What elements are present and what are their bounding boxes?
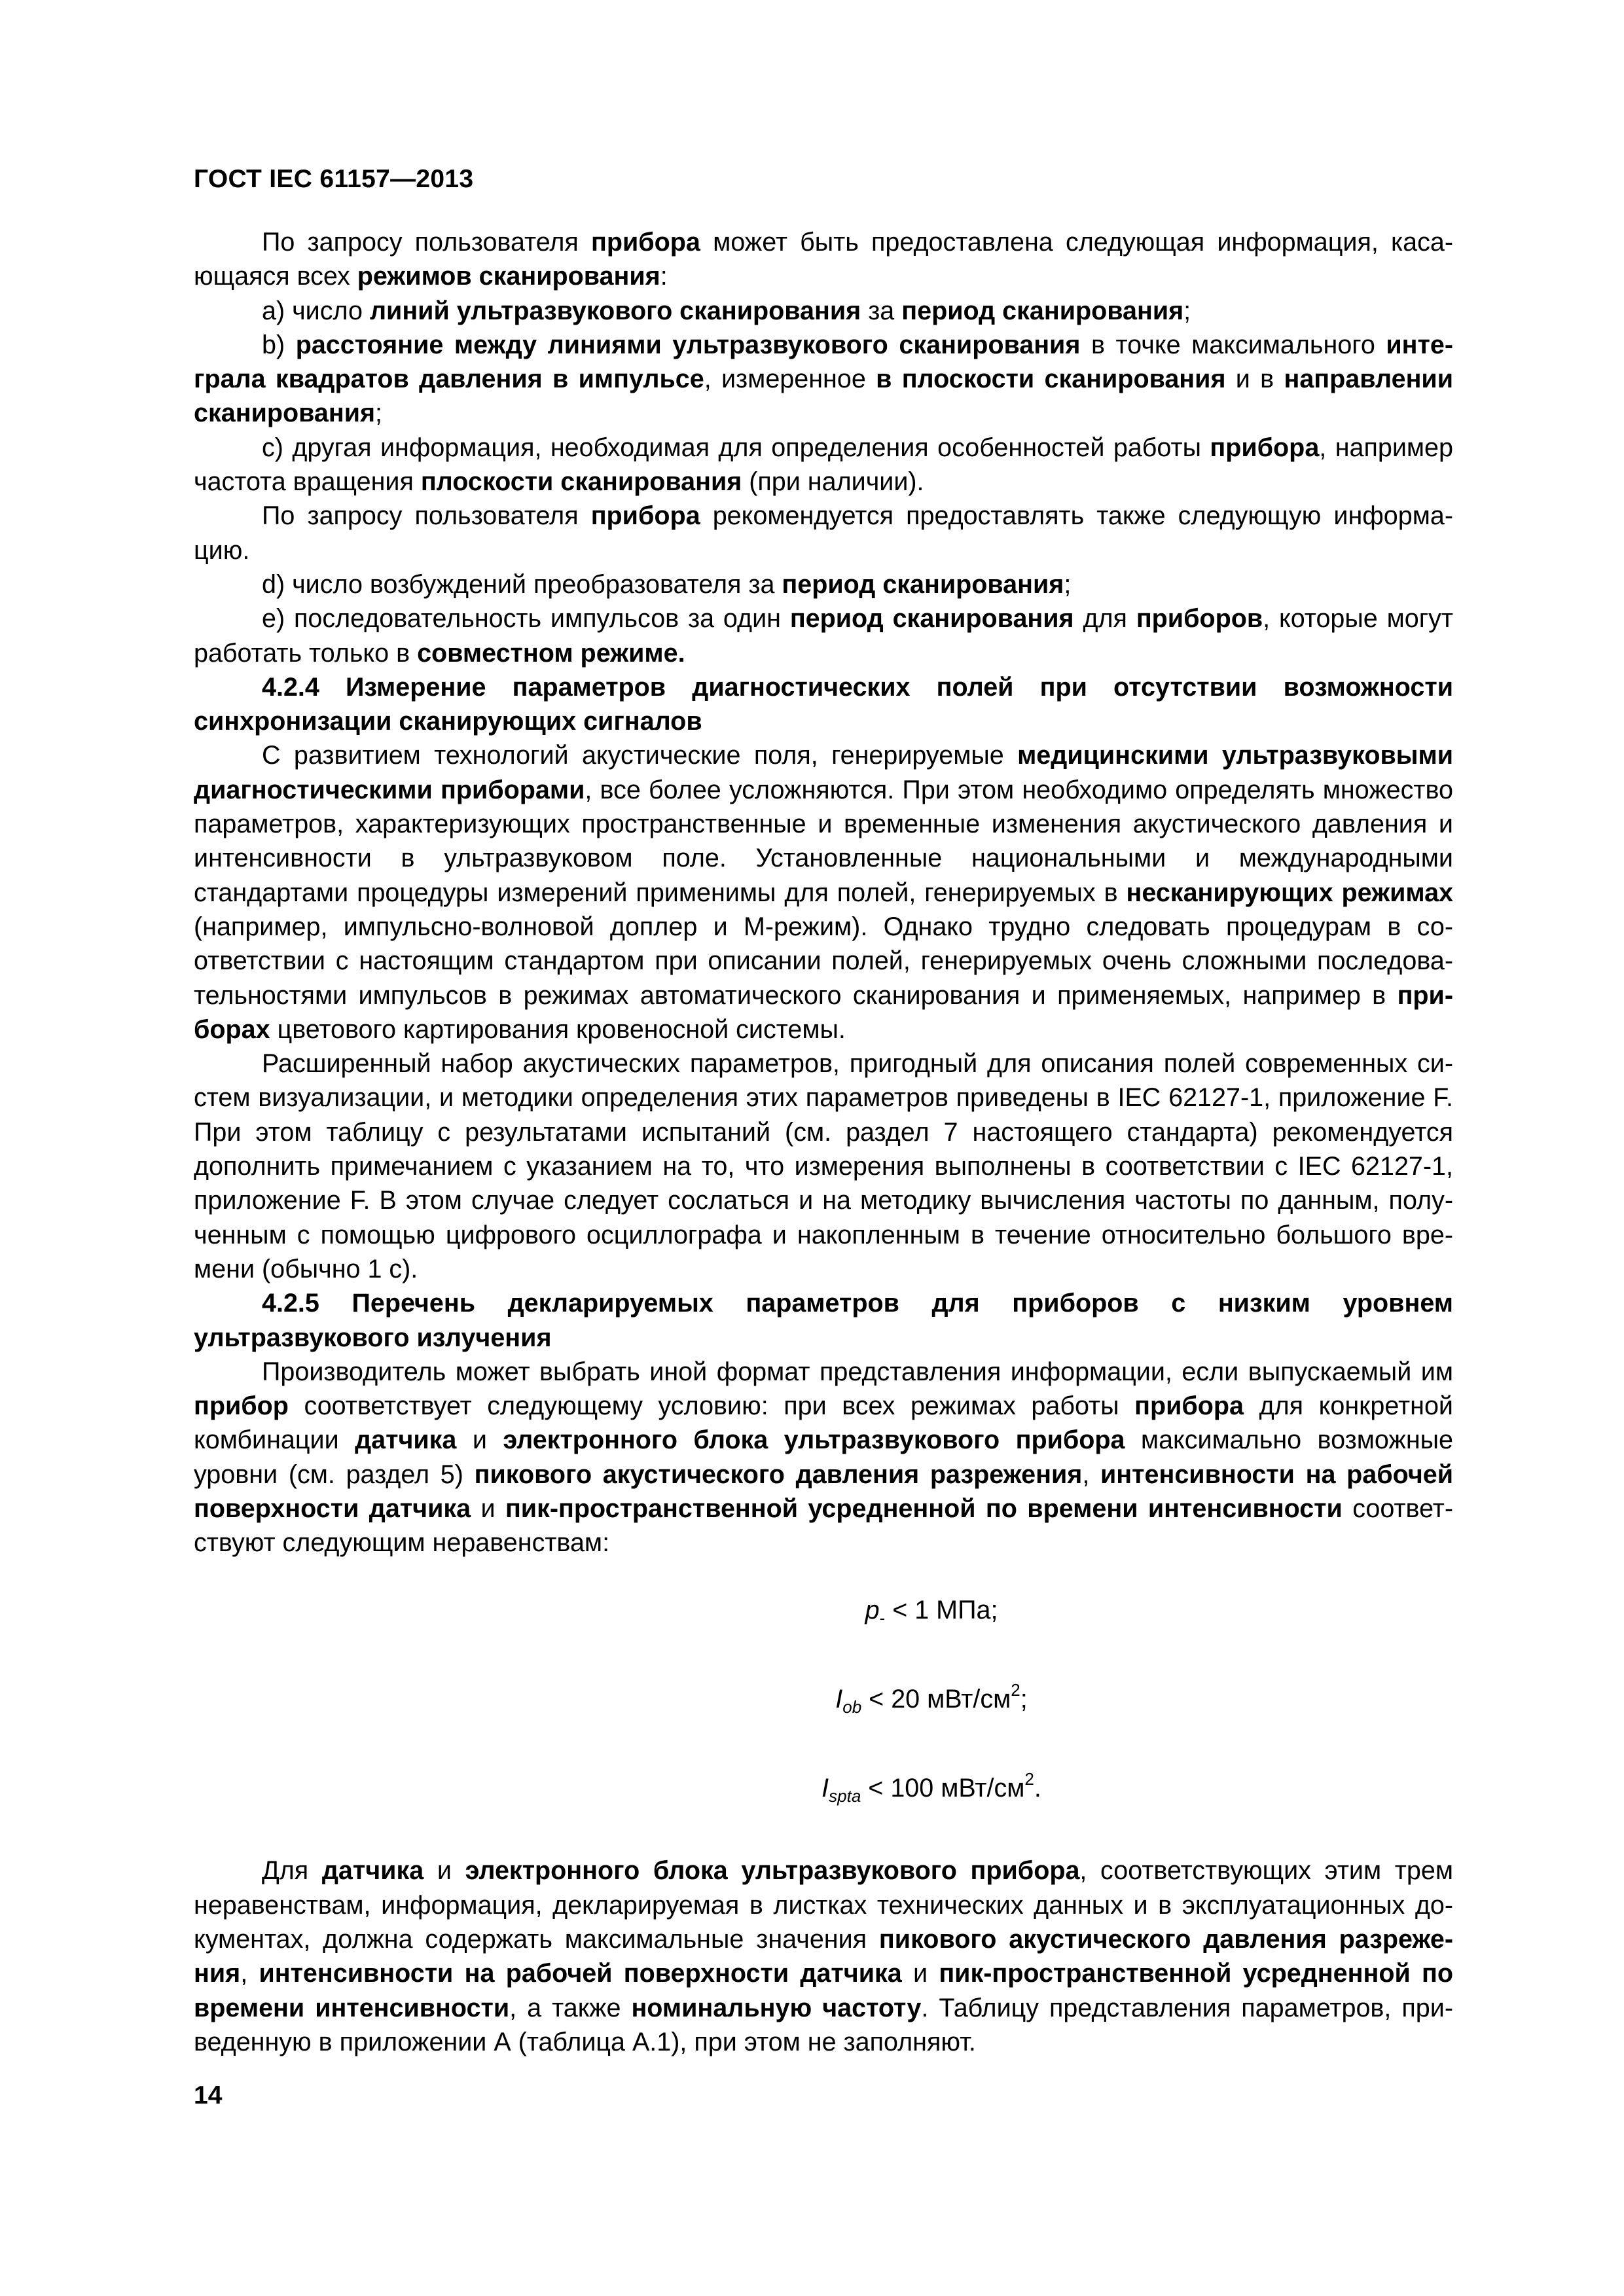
text-run: рекомендуется предоставлять также следующую информацию. (194, 501, 1453, 565)
term-bold: интенсивности на рабочей поверхности датчика (259, 1959, 902, 1988)
term-bold: в плоскости сканирования (876, 365, 1226, 394)
term-bold: датчика (355, 1426, 457, 1455)
text-run: b) (262, 330, 296, 359)
text-run: за (861, 296, 902, 325)
text-run: , (240, 1959, 259, 1988)
term-bold: пикового акустического давления разрежения (194, 1925, 1454, 1988)
term-bold: плоскости сканирования (420, 467, 742, 497)
term-bold: расстояние между линиями ультразвукового сканирования (295, 330, 1081, 359)
text-run: с) другая информация, необходимая для определения особенностей работы (262, 433, 1210, 462)
formula-text: < 20 мВт/см (861, 1684, 1011, 1713)
formula-variable: I (821, 1774, 829, 1803)
text-run: для конкретной комбинации (194, 1391, 1453, 1455)
section-heading-4-2-5 (194, 1286, 1453, 1355)
term-bold: пикового акустического давления разрежения (474, 1460, 1083, 1489)
paragraph-technology (194, 738, 1453, 1047)
term-bold: интеграла квадратов давления в импульсе (194, 330, 1453, 394)
term-bold: пик-пространственной усредненной по времени интенсивности (194, 1959, 1453, 2022)
page-number: 14 (194, 2081, 223, 2109)
formula-text: . (1034, 1774, 1041, 1803)
term-bold: приборах (194, 980, 1453, 1044)
formula-subscript: spta (829, 1786, 861, 1806)
text-run: , измеренное (704, 365, 876, 394)
text-run: ; (375, 399, 383, 428)
list-item-d (194, 567, 1453, 601)
term-bold: прибора (1134, 1391, 1244, 1421)
term-bold: период сканирования (789, 604, 1074, 634)
term-bold: период сканирования (782, 569, 1064, 599)
formula-subscript: - (879, 1607, 886, 1628)
text-run: : (660, 262, 668, 291)
text-run: для (1074, 604, 1136, 634)
text-run: и в (1225, 365, 1284, 394)
text-run: (при наличии). (742, 467, 924, 497)
section-title: 4.2.4 Измерение параметров диагностических полей при отсутствии возможности синхронизации сканирующих сигналов (194, 672, 1453, 736)
term-bold: номинальную частоту (631, 1993, 922, 2022)
term-bold: электронного блока ультразвукового прибора (503, 1426, 1125, 1455)
text-run: цветового картирования кровеносной системы. (270, 1014, 846, 1044)
text-run: и (456, 1426, 503, 1455)
text-run: максимально возможные уровни (см. раздел 5) (194, 1426, 1454, 1489)
term-bold: совместном режиме. (417, 638, 685, 668)
paragraph-recommend (194, 499, 1453, 567)
text-run: По запросу пользователя (262, 501, 591, 531)
formula-subscript: ob (842, 1696, 862, 1717)
text-run: соответствует следующему условию: при всех режимах работы (288, 1391, 1135, 1421)
formula-superscript: 2 (1011, 1679, 1020, 1700)
paragraph-declared-values (194, 1854, 1453, 2059)
text-run: и (424, 1856, 465, 1886)
text-run: е) последовательность импульсов за один (262, 604, 790, 634)
text-run: , (1082, 1460, 1101, 1489)
section-title: 4.2.5 Перечень декларируемых параметров для приборов с низким уровнем ультразвукового излучения (194, 1289, 1453, 1352)
text-run: может быть предоставлена следующая информация, касающаяся всех (194, 228, 1453, 291)
list-item-e (194, 601, 1453, 670)
term-bold: режимов сканирования (357, 262, 660, 291)
document-body (194, 225, 1453, 2059)
text-run: (например, импульсно-волновой доплер и М-режим). Однако трудно следовать процедурам в соответствии с настоящим стандартом при описании полей, генерируемых очень сложными последовательностями импульсов в режимах автоматического сканирования и применяемых, например в (194, 912, 1453, 1010)
term-bold: интенсивности на рабочей поверхности датчика (194, 1460, 1454, 1523)
text-run: соответствуют следующим неравенствам: (194, 1494, 1453, 1558)
formula-ispta (194, 1762, 1453, 1813)
text-run: , все более усложняются. При этом необходимо определять множество параметров, характеризующих пространственные и временные изменения акустического давления и интенсивности в ультразвуковом поле. Установленные национальными и международными стандартами процедуры измерений применимы для полей, генерируемых в (194, 775, 1453, 907)
text-run: С развитием технологий акустические поля, генерируемые (262, 741, 1018, 770)
text-run: и (471, 1494, 505, 1523)
section-heading-4-2-4 (194, 670, 1453, 739)
term-bold: прибора (590, 501, 700, 531)
paragraph-intro (194, 225, 1453, 294)
text-run: . Таблицу представления параметров, приведенную в приложении А (таблица А.1), при этом не заполняют. (194, 1993, 1453, 2056)
paragraph-extended-set: Расширенный набор акустических параметров, пригодный для описания полей современных систем визуализации, и методики определения этих параметров приведены в IEC 62127-1, приложение F. При этом таблицу с результатами испытаний (см. раздел 7 настоящего стандарта) рекомендуется дополнить примечанием с указанием на то, что измерения выполнены в соответствии с IEC 62127-1, приложение F. В этом случае следует сослаться и на методику вычисления частоты по данным, полученным с помощью цифрового осциллографа и накопленным в течение относительно большого времени (обычно 1 с). (194, 1049, 1453, 1283)
text-run: ; (1064, 569, 1072, 599)
text-run: в точке максимального (1080, 330, 1386, 359)
term-bold: электронного блока ультразвукового прибора (465, 1856, 1080, 1886)
term-bold: период сканирования (901, 296, 1184, 325)
text-run: , а также (509, 1993, 632, 2022)
formula-variable: p (865, 1595, 880, 1624)
text-run: а) число (262, 296, 370, 325)
text-run: Для (262, 1856, 322, 1886)
term-bold: приборов (1136, 604, 1263, 634)
term-bold: несканирующих режимах (1126, 878, 1454, 907)
term-bold: прибор (194, 1391, 289, 1421)
formula-superscript: 2 (1024, 1769, 1034, 1789)
formula-text: ; (1020, 1684, 1028, 1713)
term-bold: прибора (591, 228, 700, 257)
text-run: Производитель может выбрать иной формат представления информации, если выпускаемый им (262, 1357, 1453, 1386)
text-run: d) число возбуждений преобразователя за (262, 569, 782, 599)
term-bold: медицинскими ультразвуковыми диагностическими приборами (194, 741, 1453, 804)
term-bold: датчика (321, 1856, 424, 1886)
list-item-a (194, 294, 1453, 328)
text-run: , соответствующих этим трем неравенствам, информация, декларируемая в листках технических данных и в эксплуатационных документах, должна содержать максимальные значения (194, 1856, 1453, 1954)
formula-variable: I (835, 1684, 843, 1713)
term-bold: линий ультразвукового сканирования (369, 296, 861, 325)
term-bold: пик-пространственной усредненной по времени интенсивности (505, 1494, 1343, 1523)
term-bold: направлении сканирования (194, 365, 1453, 428)
text-run: , которые могут работать только в (194, 604, 1453, 668)
formula-pressure (194, 1593, 1453, 1635)
paragraph-manufacturer (194, 1355, 1453, 1560)
document-header: ГОСТ IEC 61157—2013 (194, 165, 474, 193)
text-run: По запросу пользователя (262, 228, 591, 257)
list-item-b (194, 328, 1453, 431)
text-run: и (901, 1959, 939, 1988)
list-item-c (194, 431, 1453, 499)
text-run: , например частота вращения (194, 433, 1453, 497)
text-run: ; (1183, 296, 1191, 325)
formula-text: < 100 мВт/см (861, 1774, 1025, 1803)
term-bold: прибора (1210, 433, 1320, 462)
formula-text: < 1 МПа; (885, 1595, 998, 1624)
formula-iob (194, 1673, 1453, 1724)
